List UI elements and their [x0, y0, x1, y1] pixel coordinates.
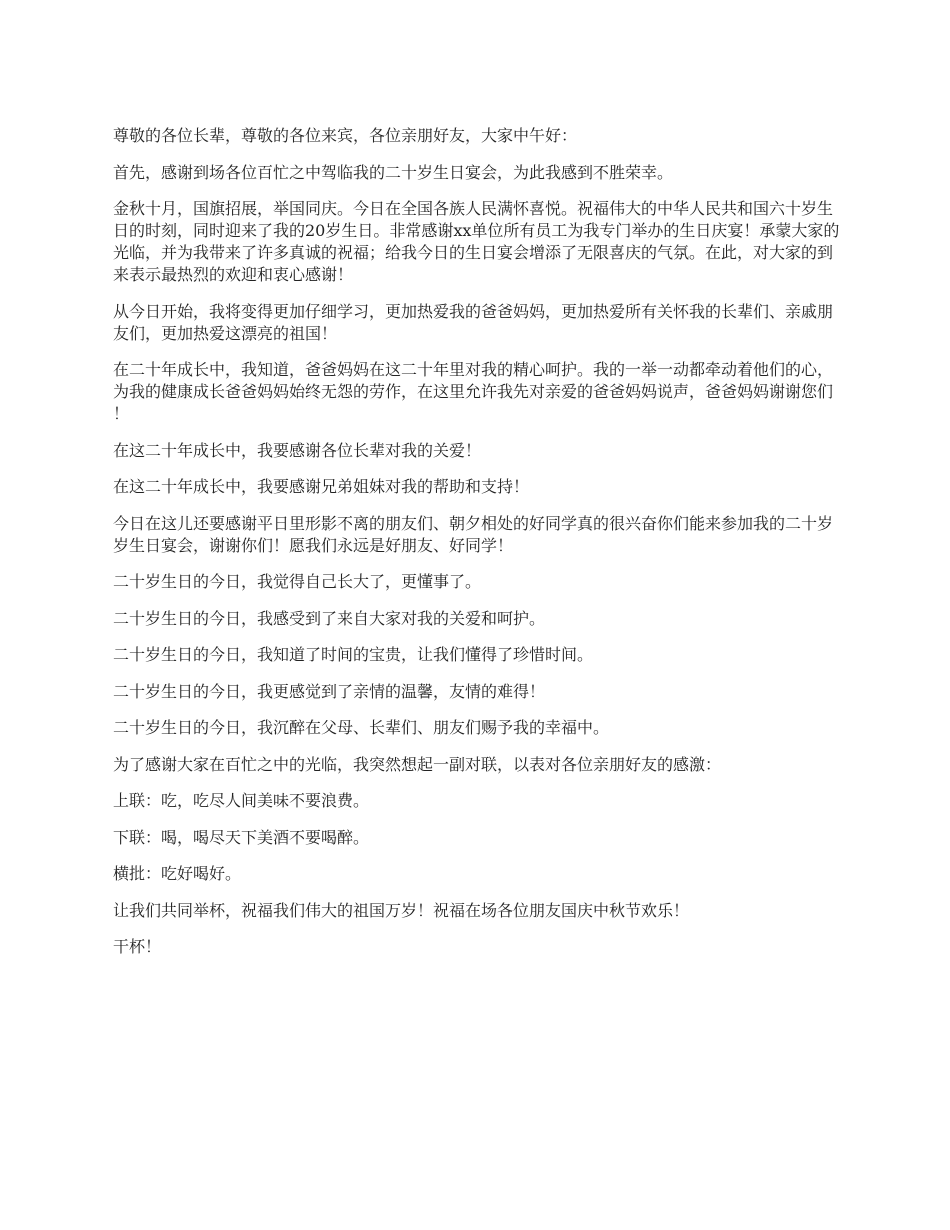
paragraph-grown-up: 二十岁生日的今日，我觉得自己长大了，更懂事了。 — [113, 572, 482, 591]
paragraph-thanks-friends: 今日在这儿还要感谢平日里形影不离的朋友们、朝夕相处的好同学真的很兴奋你们能来参加我的二十岁岁生日宴会，谢谢你们！愿我们永远是好朋友、好同学！ — [113, 513, 834, 555]
paragraph-happiness: 二十岁生日的今日，我沉醉在父母、长辈们、朋友们赐予我的幸福中。 — [113, 718, 610, 737]
paragraph-couplet-intro: 为了感谢大家在百忙之中的光临，我突然想起一副对联，以表对各位亲朋好友的感激： — [113, 754, 722, 774]
paragraph-couplet-lower: 下联：喝，喝尽天下美酒不要喝醉。 — [113, 827, 370, 847]
paragraph-resolution: 从今日开始，我将变得更加仔细学习，更加热爱我的爸爸妈妈，更加热爱所有关怀我的长辈们、亲戚朋友们，更加热爱这漂亮的祖国！ — [113, 301, 834, 343]
paragraph-couplet-upper: 上联：吃，吃尽人间美味不要浪费。 — [113, 791, 370, 810]
paragraph-time-precious: 二十岁生日的今日，我知道了时间的宝贵，让我们懂得了珍惜时间。 — [113, 645, 594, 664]
paragraph-toast: 让我们共同举杯，祝福我们伟大的祖国万岁！祝福在场各位朋友国庆中秋节欢乐！ — [113, 900, 690, 920]
paragraph-thanks-elders: 在这二十年成长中，我要感谢各位长辈对我的关爱！ — [113, 440, 482, 460]
paragraph-greeting: 尊敬的各位长辈，尊敬的各位来宾，各位亲朋好友，大家中午好： — [113, 126, 578, 145]
paragraph-family-warmth: 二十岁生日的今日，我更感觉到了亲情的温馨，友情的难得！ — [113, 681, 546, 701]
paragraph-cheers: 干杯！ — [113, 937, 162, 956]
paragraph-national-day: 金秋十月，国旗招展，举国同庆。今日在全国各族人民满怀喜悦。祝福伟大的中华人民共和国六十岁生日的时刻，同时迎来了我的20岁生日。非常感谢xx单位所有员工为我专门举办的生日庆宴！承蒙大家的光临，并为我带来了许多真诚的祝福；给我今日的生日宴会增添了无限喜庆的气氛。在此，对大家的到来表示最热烈的欢迎和衷心感谢！ — [113, 199, 840, 284]
paragraph-thanks-attendance: 首先，感谢到场各位百忙之中驾临我的二十岁生日宴会，为此我感到不胜荣幸。 — [113, 162, 674, 182]
document-body — [113, 125, 841, 973]
paragraph-thanks-siblings: 在这二十年成长中，我要感谢兄弟姐妹对我的帮助和支持！ — [113, 477, 530, 496]
paragraph-couplet-horizontal: 横批：吃好喝好。 — [113, 864, 242, 883]
paragraph-parents: 在二十年成长中，我知道，爸爸妈妈在这二十年里对我的精心呵护。我的一举一动都牵动着他们的心，为我的健康成长爸爸妈妈始终无怨的劳作，在这里允许我先对亲爱的爸爸妈妈说声，爸爸妈妈谢谢您们！ — [113, 360, 834, 423]
paragraph-felt-care: 二十岁生日的今日，我感受到了来自大家对我的关爱和呵护。 — [113, 608, 546, 628]
